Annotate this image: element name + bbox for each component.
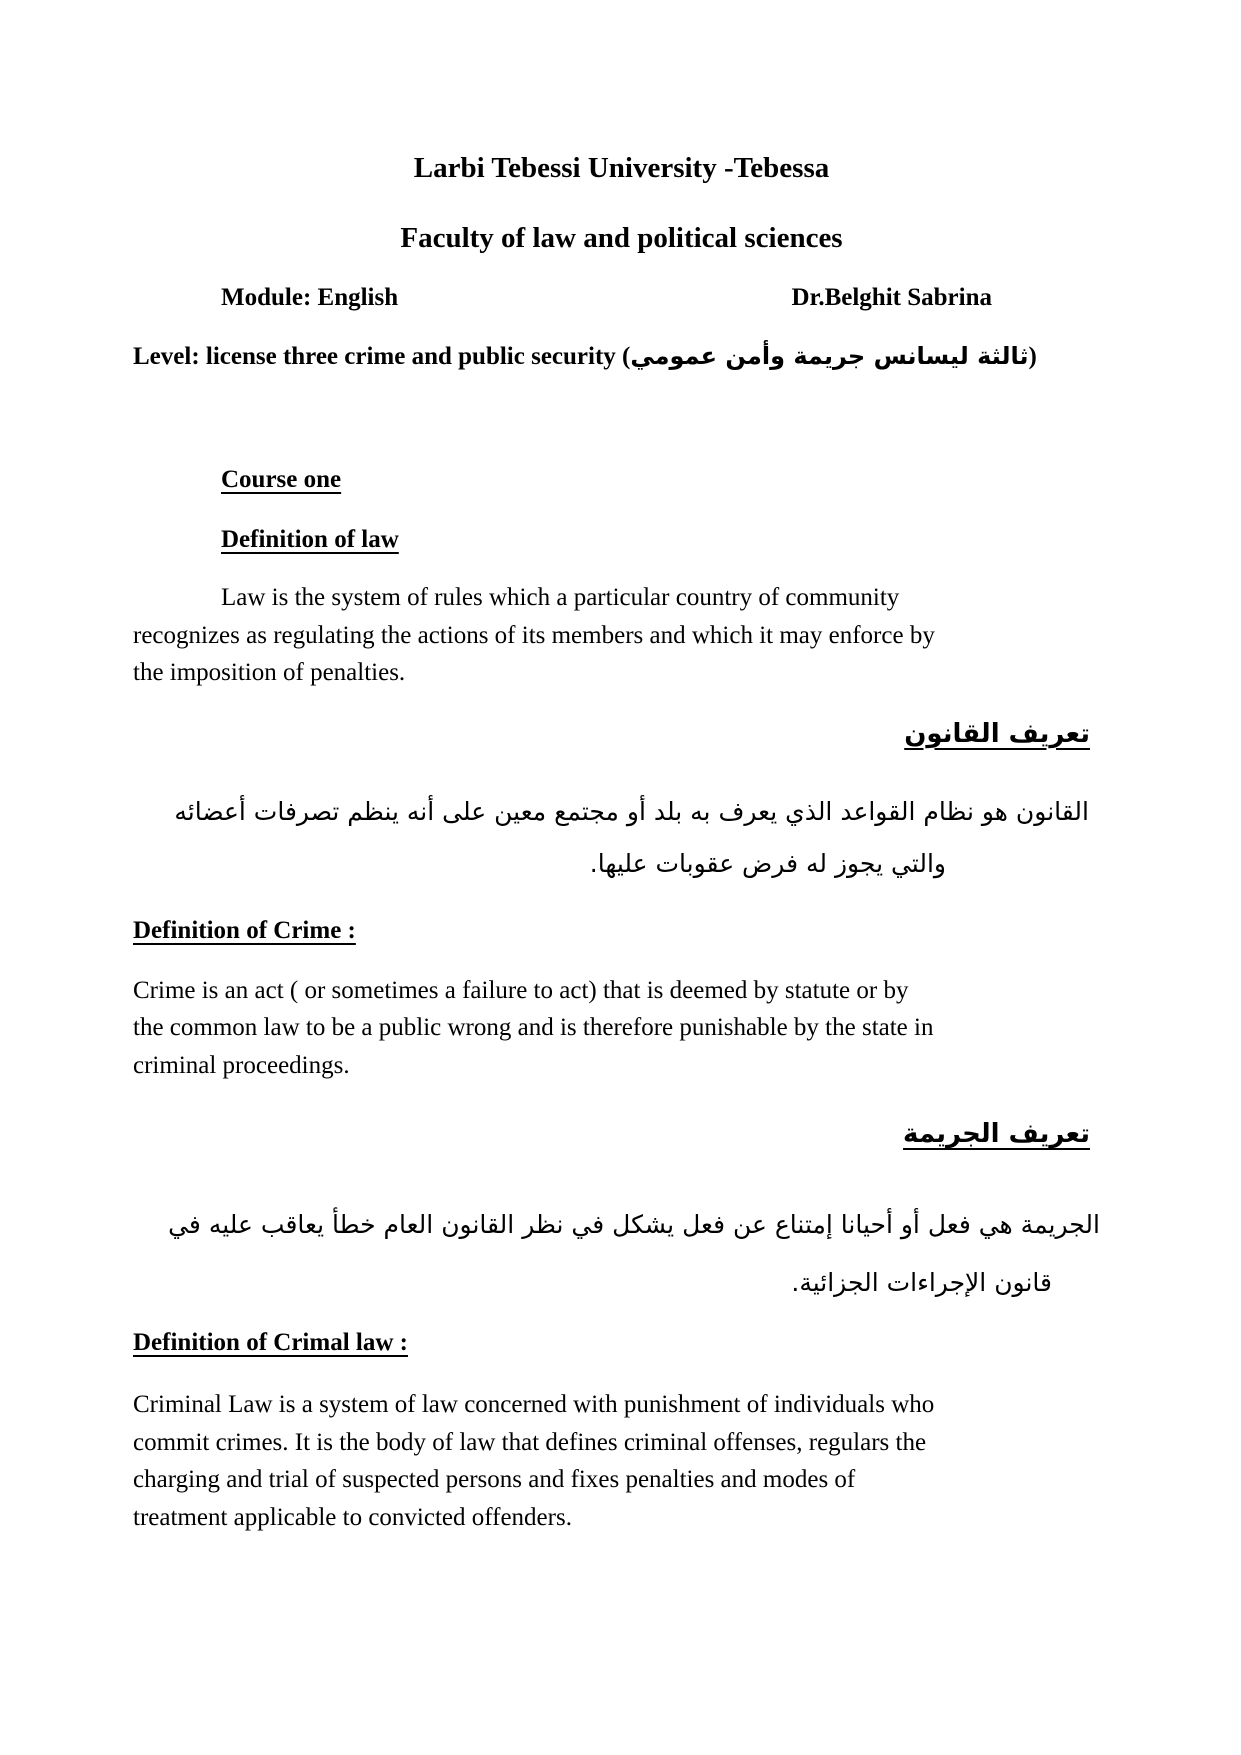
faculty-title: Faculty of law and political sciences <box>400 222 843 254</box>
level-text-arabic: ثالثة ليسانس جريمة وأمن عمومي <box>630 342 1029 370</box>
paragraph-line: Criminal Law is a system of law concerned with punishment of individuals who <box>133 1391 935 1418</box>
paragraph-line: قانون الإجراءات الجزائية. <box>791 1268 1052 1297</box>
course-heading: Course one <box>221 466 342 493</box>
module-label: Module: English <box>221 284 399 311</box>
section-heading-definition-of-crime: Definition of Crime : <box>133 916 356 944</box>
paragraph-definition-of-law <box>133 579 1110 692</box>
section-heading-definition-of-criminal-law: Definition of Crimal law : <box>133 1329 408 1356</box>
paragraph-arabic-crime <box>133 1196 1110 1312</box>
paragraph-line: the common law to be a public wrong and is therefore punishable by the state in <box>133 1014 934 1041</box>
section-heading-definition-of-law: Definition of law <box>221 526 399 553</box>
paragraph-line: Law is the system of rules which a particular country of community <box>221 584 900 611</box>
paragraph-definition-of-criminal-law <box>133 1386 1110 1536</box>
paragraph-line: القانون هو نظام القواعد الذي يعرف به بلد أو مجتمع معين على أنه ينظم تصرفات أعضائه <box>174 796 1089 826</box>
level-text-english: Level: license three crime and public security ( <box>133 343 631 370</box>
university-title: Larbi Tebessi University -Tebessa <box>413 152 830 184</box>
paragraph-line: recognizes as regulating the actions of its members and which it may enforce by <box>133 621 935 649</box>
paragraph-line: Crime is an act ( or sometimes a failure to act) that is deemed by statute or by <box>133 976 909 1004</box>
paragraph-line: treatment applicable to convicted offenders. <box>133 1503 572 1531</box>
paragraph-line: charging and trial of suspected persons and fixes penalties and modes of <box>133 1466 856 1493</box>
paragraph-line: commit crimes. It is the body of law that defines criminal offenses, regulars the <box>133 1428 927 1456</box>
level-close-paren: ) <box>1028 343 1037 370</box>
paragraph-line: والتي يجوز له فرض عقوبات عليها. <box>589 848 946 878</box>
section-heading-arabic-law: تعريف القانون <box>904 718 1090 749</box>
section-heading-arabic-crime: تعريف الجريمة <box>903 1119 1090 1149</box>
paragraph-arabic-law <box>133 786 1110 890</box>
paragraph-line: the imposition of penalties. <box>133 659 406 686</box>
module-row <box>133 280 1110 316</box>
paragraph-definition-of-crime <box>133 972 1110 1085</box>
level-line <box>133 334 1110 379</box>
paragraph-line: criminal proceedings. <box>133 1051 350 1079</box>
paragraph-line: الجريمة هي فعل أو أحيانا إمتناع عن فعل يشكل في نظر القانون العام خطأ يعاقب عليه في <box>168 1210 1100 1239</box>
instructor-name: Dr.Belghit Sabrina <box>791 284 992 311</box>
